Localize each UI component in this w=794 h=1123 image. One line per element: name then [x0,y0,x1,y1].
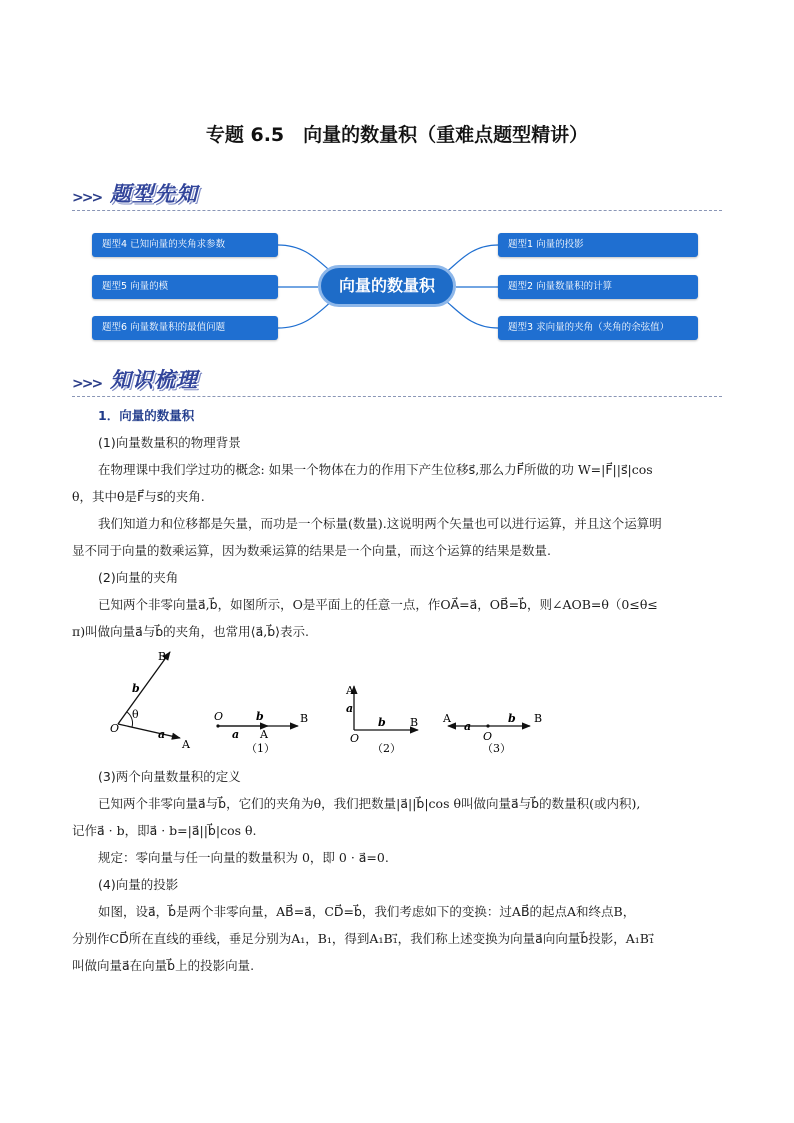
paragraph-projection-2: 分别作CD⃗所在直线的垂线，垂足分别为A₁，B₁，得到A₁B₁⃗，我们称上述变换为向量a⃗向向量b⃗投影，A₁B₁⃗ [72,931,654,946]
label-B: B [158,650,167,663]
caption-3: （3） [482,742,511,755]
label-b: b [378,716,386,729]
section-label: 题型先知 [110,182,198,206]
label-A: A [346,684,354,697]
vector-angle-diagrams [110,642,550,762]
label-a: a [346,702,354,715]
figure-same-direction [214,710,308,755]
label-A: A [443,712,451,725]
heading-1: 1．向量的数量积 [98,408,195,423]
label-b: b [132,682,140,695]
label-O: O [483,730,493,743]
paragraph-work-1: 在物理课中我们学过功的概念: 如果一个物体在力的作用下产生位移s⃗,那么力F⃗所做的功 W=|F⃗||s⃗|cos [98,462,653,477]
label-B: B [300,712,309,725]
paragraph-projection-3: 叫做向量a⃗在向量b⃗上的投影向量. [72,958,255,973]
subheading-physics: (1)向量数量积的物理背景 [98,435,241,450]
paragraph-rule: 规定：零向量与任一向量的数量积为 0，即 0 · a⃗=0. [98,850,389,865]
paragraph-angle-2: π)叫做向量a⃗与b⃗的夹角，也常用⟨a⃗,b⃗⟩表示. [72,624,309,639]
label-O: O [214,710,224,723]
section-header-preview [72,176,722,211]
content-body-upper [72,402,722,645]
caption-1: （1） [246,742,275,755]
section-header-knowledge [72,362,722,397]
subheading-definition: (3)两个向量数量积的定义 [98,769,241,784]
mindmap-node-left-1: 题型4 已知向量的夹角求参数 [92,233,278,257]
paragraph-scalar-1: 我们知道力和位移都是矢量，而功是一个标量(数量).这说明两个矢量也可以进行运算，并且这个运算明 [98,516,662,531]
subheading-projection: (4)向量的投影 [98,877,179,892]
paragraph-angle-1: 已知两个非零向量a⃗,b⃗，如图所示，O是平面上的任意一点，作OA⃗=a⃗，OB⃗=b⃗，则∠AOB=θ（0≤θ≤ [98,597,658,612]
paragraph-scalar-2: 显不同于向量的数乘运算，因为数乘运算的结果是一个向量，而这个运算的结果是数量. [72,543,551,558]
mindmap-center: 向量的数量积 [318,265,456,307]
paragraph-definition-2: 记作a⃗ · b，即a⃗ · b=|a⃗||b⃗|cos θ. [72,823,257,838]
paragraph-projection-1: 如图，设a⃗，b⃗是两个非零向量，AB⃗=a⃗，CD⃗=b⃗，我们考虑如下的变换：过AB⃗的起点A和终点B， [98,904,636,919]
mindmap-node-right-2: 题型2 向量数量积的计算 [498,275,698,299]
section-arrows: >>> [72,376,102,392]
label-a: a [158,728,166,741]
figure-angle [110,650,191,751]
label-A: A [260,728,268,741]
label-a: a [232,728,240,741]
section-arrows: >>> [72,190,102,206]
label-B: B [534,712,543,725]
mindmap-node-right-1: 题型1 向量的投影 [498,233,698,257]
paragraph-work-2: θ，其中θ是F⃗与s⃗的夹角. [72,489,205,504]
caption-2: （2） [372,742,401,755]
label-A: A [182,738,190,751]
mindmap-node-right-3: 题型3 求向量的夹角（夹角的余弦值） [498,316,698,340]
figure-perpendicular [345,684,418,755]
section-label: 知识梳理 [110,368,198,392]
subheading-angle: (2)向量的夹角 [98,570,179,585]
paragraph-definition-1: 已知两个非零向量a⃗与b⃗，它们的夹角为θ，我们把数量|a⃗||b⃗|cos θ叫做向量a⃗与b⃗的数量积(或内积), [98,796,641,811]
figure-opposite [442,712,542,755]
label-b: b [256,710,264,723]
label-B: B [410,716,419,729]
label-b: b [508,712,516,725]
content-body-lower [72,763,722,979]
mindmap-node-left-2: 题型5 向量的模 [92,275,278,299]
label-theta: θ [132,708,139,721]
mindmap-node-left-3: 题型6 向量数量积的最值问题 [92,316,278,340]
page-title: 专题 6.5 向量的数量积（重难点题型精讲） [205,124,589,146]
label-O: O [350,732,360,745]
label-O: O [110,722,120,735]
label-a: a [464,720,472,733]
angle-figures [110,642,550,762]
mindmap [86,226,706,348]
